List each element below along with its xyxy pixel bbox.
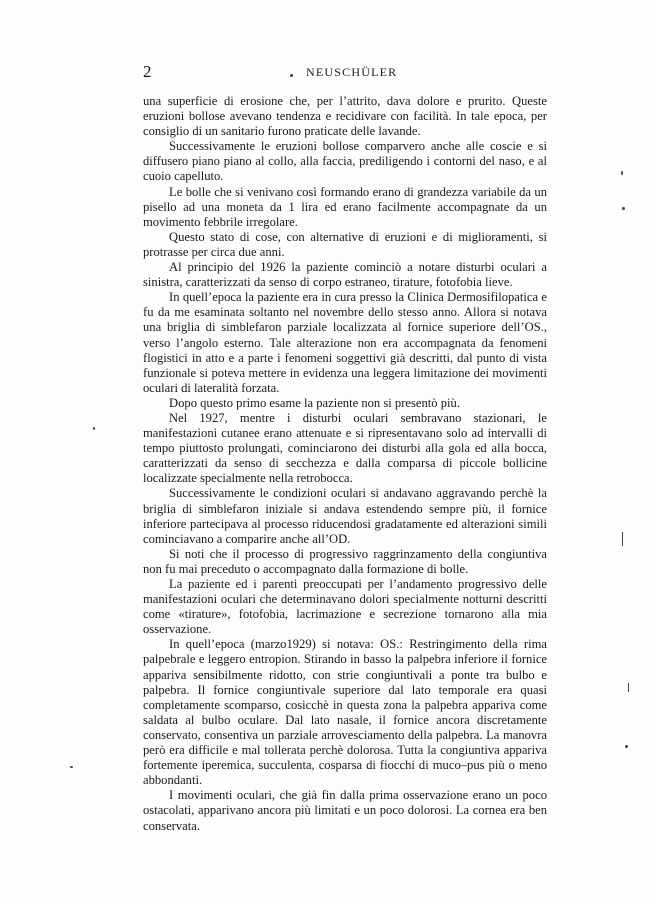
paragraph: Nel 1927, mentre i disturbi oculari sembravano stazionari, le manifestazioni cutanee erano attenuate e si ripresentavano solo ad intervalli di tempo piuttosto prolungati, cominciarono dei disturbi alla gola ed alla bocca, caratterizzati da senso di secchezza e dalla comparsa di piccole bollicine localizzate specialmente nella retrobocca. bbox=[143, 410, 547, 486]
scan-speck bbox=[621, 171, 623, 175]
running-head: NEUSCHÜLER bbox=[306, 65, 398, 79]
page-header bbox=[143, 62, 547, 82]
scan-speck bbox=[622, 207, 625, 210]
scan-speck bbox=[290, 74, 293, 77]
paragraph: In quell’epoca la paziente era in cura presso la Clinica Dermosifilopatica e fu da me esaminata soltanto nel novembre dello stesso anno. Allora si notava una briglia di simblefaron parziale localizzata al fornice superiore dell’OS., verso l’angolo esterno. Tale alterazione non era accompagnata da fenomeni flogistici in atto e a parte i fenomeni soggettivi già descritti, dal punto di vista funzionale si poteva mettere in evidenza una leggera limitazione dei movimenti oculari di lateralità forzata. bbox=[143, 290, 547, 395]
paragraph: La paziente ed i parenti preoccupati per l’andamento progressivo delle manifestazioni oculari che determinavano dolori specialmente notturni descritti come «tirature», fotofobia, lacrimazione e secrezione tornarono alla mia osservazione. bbox=[143, 577, 547, 637]
scan-speck bbox=[70, 766, 73, 768]
scan-speck bbox=[628, 683, 629, 692]
paragraph: Successivamente le eruzioni bollose comparvero anche alle coscie e si diffusero piano piano al collo, alla faccia, prediligendo i contorni del naso, e al cuoio capelluto. bbox=[143, 139, 547, 184]
scan-speck bbox=[625, 745, 628, 748]
page-number: 2 bbox=[143, 62, 152, 81]
paragraph: In quell’epoca (marzo1929) si notava: OS.: Restringimento della rima palpebrale e leggero entropion. Stirando in basso la palpebra inferiore il fornice appariva sensibilmente ridotto, con strie congiuntivali a ponte tra bulbo e palpebra. Il fornice congiuntivale superiore dal lato temporale era quasi completamente scomparso, cosicchè in questa zona la palpebra appariva come saldata al bulbo oculare. Dal lato nasale, il fornice ancora discretamente conservato, consentiva un parziale arrovesciamento della palpebra. La manovra però era difficile e mal tollerata perchè dolorosa. Tutta la congiuntiva appariva fortemente iperemica, succulenta, cosparsa di fiocchi di muco–pus più o meno abbondanti. bbox=[143, 637, 547, 788]
paragraph: Successivamente le condizioni oculari si andavano aggravando perchè la briglia di simblefaron iniziale si andava estendendo sempre più, il fornice inferiore partecipava al processo riducendosi gradatamente ed alterazioni simili cominciavano a comparire anche all’OD. bbox=[143, 486, 547, 546]
paragraph: Si noti che il processo di progressivo raggrinzamento della congiuntiva non fu mai preceduto o accompagnato dalla formazione di bolle. bbox=[143, 546, 547, 576]
scan-speck bbox=[622, 532, 623, 546]
paragraph: Al principio del 1926 la paziente cominciò a notare disturbi oculari a sinistra, caratterizzati da senso di corpo estraneo, tirature, fotofobia lieve. bbox=[143, 260, 547, 290]
paragraph: Questo stato di cose, con alternative di eruzioni e di miglioramenti, si protrasse per circa due anni. bbox=[143, 229, 547, 259]
paragraph: Dopo questo primo esame la paziente non si presentò più. bbox=[169, 395, 460, 410]
body-text bbox=[143, 94, 547, 834]
paragraph: I movimenti oculari, che già fin dalla prima osservazione erano un poco ostacolati, apparivano ancora più limitati e un poco dolorosi. La cornea era ben conservata. bbox=[143, 788, 547, 833]
paragraph: Le bolle che si venivano così formando erano di grandezza variabile da un pisello ad una moneta da 1 lira ed erano facilmente accompagnate da un movimento febbrile irregolare. bbox=[143, 184, 547, 229]
paragraph: una superficie di erosione che, per l’attrito, dava dolore e prurito. Queste eruzioni bollose avevano tendenza e recidivare con facilità. In tale epoca, per consiglio di un sanitario furono praticate delle lavande. bbox=[143, 94, 547, 139]
scan-speck bbox=[93, 427, 95, 430]
